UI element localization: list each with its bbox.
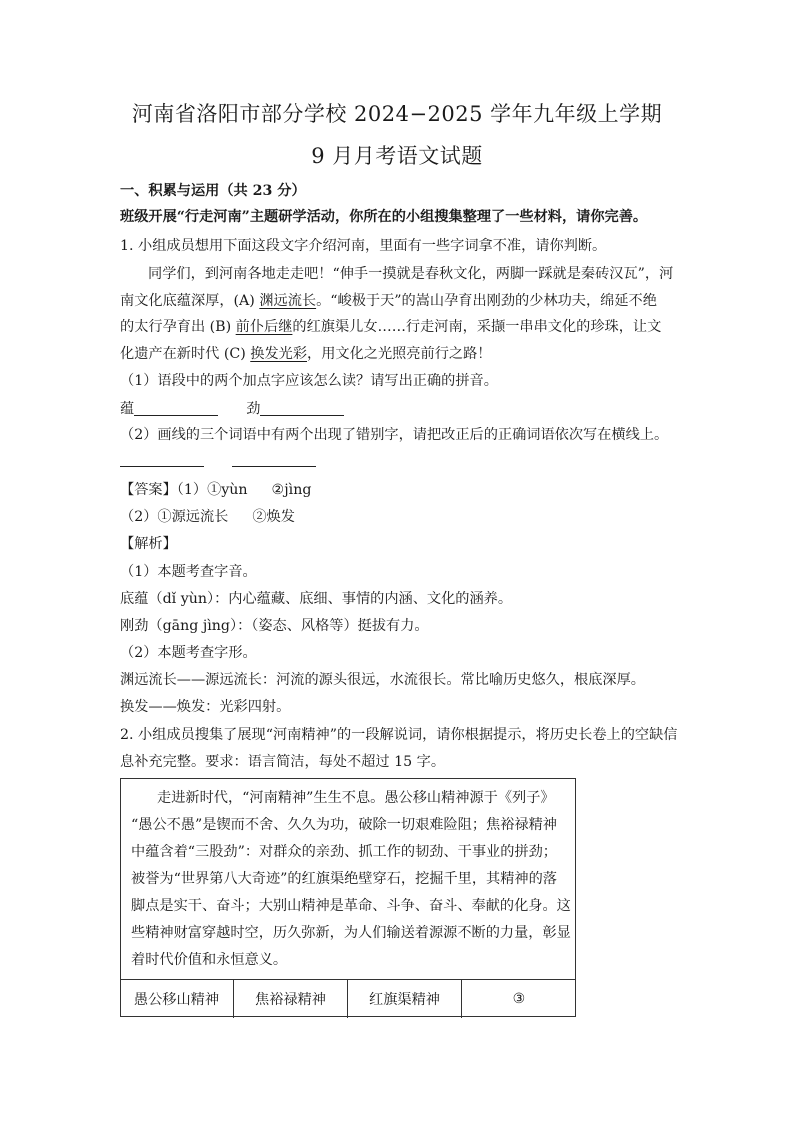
table-cell: 愚公移山精神 — [120, 980, 234, 1018]
passage-text: 南文化底蕴深厚，(A) — [120, 293, 260, 309]
passage-line-1: 同学们，到河南各地走走吧！“伸手一摸就是春秋文化，两脚一踩就是秦砖汉瓦”，河 — [148, 266, 674, 282]
underlined-word-a: 渊远流长 — [259, 293, 317, 309]
answer-blank[interactable] — [232, 452, 316, 467]
exam-title-line2: 9 月月考语文试题 — [311, 144, 483, 168]
answer-label: 【答案】 — [120, 482, 177, 498]
answer-blank[interactable] — [260, 401, 344, 416]
sub-question-2: （2）画线的三个词语中有两个出现了错别字，请把改正后的正确词语依次写在横线上。 — [120, 427, 669, 443]
box-line: “愚公不愚”是锲而不舍、久久为功，破除一切艰难险阻；焦裕禄精神 — [131, 817, 557, 833]
analysis-line: 渊远流长——源远流长：河流的源头很远，水流很长。常比喻历史悠久，根底深厚。 — [120, 672, 645, 688]
analysis-line: （2）本题考查字形。 — [120, 645, 257, 661]
question2-stem-1: 2. 小组成员搜集了展现“河南精神”的一段解说词，请你根据提示，将历史长卷上的空缺信 — [120, 727, 678, 743]
analysis-line: 底蕴（dǐ yùn）：内心蕴藏、底细、事情的内涵、文化的涵养。 — [120, 591, 513, 607]
passage-text: 的红旗渠儿女……行走河南，采撷一串串文化的珍珠，让文 — [292, 319, 662, 335]
blank-char-2: 劲 — [246, 401, 261, 417]
analysis-label: 【解析】 — [120, 536, 177, 552]
analysis-line: 刚劲（gāng jìng）：（姿态、风格等）挺拔有力。 — [120, 618, 429, 634]
underlined-word-c: 换发光彩 — [250, 346, 308, 362]
box-line: 些精神财富穿越时空，历久弥新，为人们输送着源源不断的力量，彰显 — [131, 925, 571, 941]
passage-line-4 — [120, 343, 491, 363]
correction-blanks — [120, 452, 316, 468]
answer-line-1 — [120, 479, 311, 499]
analysis-line: 换发——焕发：光彩四射。 — [120, 699, 291, 715]
answer-text: ②焕发 — [252, 509, 295, 525]
spirit-table — [120, 979, 576, 1018]
exam-title-line1: 河南省洛阳市部分学校 2024−2025 学年九年级上学期 — [131, 102, 663, 126]
box-line: 走进新时代，“河南精神”生生不息。愚公移山精神源于《列子》 — [157, 790, 555, 806]
answer-text: ②jìng — [271, 482, 312, 498]
explanation-box — [120, 778, 576, 1017]
blank-char-1: 蕴 — [120, 401, 135, 417]
passage-line-2 — [120, 290, 657, 310]
answer-line-2 — [120, 506, 295, 526]
passage-text: 化遗产在新时代 (C) — [120, 346, 251, 362]
passage-text: 的太行孕育出 (B) — [120, 319, 236, 335]
answer-blank[interactable] — [120, 452, 204, 467]
answer-text: （1）①yùn — [176, 482, 248, 498]
sub-question-1: （1）语段中的两个加点字应该怎么读？请写出正确的拼音。 — [120, 373, 498, 389]
box-line: 中蕴含着“三股劲”：对群众的亲劲、抓工作的韧劲、干事业的拼劲； — [131, 844, 557, 860]
passage-line-3 — [120, 316, 661, 336]
answer-text: （2）①源远流长 — [120, 509, 229, 525]
question1-stem: 1. 小组成员想用下面这段文字介绍河南，里面有一些字词拿不准，请你判断。 — [120, 238, 607, 254]
table-cell: 红旗渠精神 — [348, 980, 462, 1018]
analysis-line: （1）本题考查字音。 — [120, 564, 257, 580]
table-cell: 焦裕禄精神 — [234, 980, 348, 1018]
table-cell-blank[interactable]: ③ — [512, 991, 526, 1007]
box-line: 被誉为“世界第八大奇迹”的红旗渠绝壁穿石，挖掘千里，其精神的落 — [131, 871, 557, 887]
question2-stem-2: 息补充完整。要求：语言简洁，每处不超过 15 字。 — [120, 754, 446, 770]
answer-blank[interactable] — [134, 401, 218, 416]
underlined-word-b: 前仆后继 — [235, 319, 293, 335]
box-line: 脚点是实干、奋斗；大别山精神是革命、斗争、奋斗、奉献的化身。这 — [131, 898, 571, 914]
passage-text: 。“峻极于天”的嵩山孕育出刚劲的少林功夫，绵延不绝 — [316, 293, 657, 309]
box-line: 着时代价值和永恒意义。 — [131, 952, 288, 968]
section-intro: 班级开展“行走河南”主题研学活动，你所在的小组搜集整理了一些材料，请你完善。 — [120, 209, 648, 225]
pinyin-blanks — [120, 398, 344, 418]
passage-text: ，用文化之光照亮前行之路！ — [307, 346, 492, 362]
section-heading: 一、积累与运用（共 23 分） — [120, 183, 306, 199]
